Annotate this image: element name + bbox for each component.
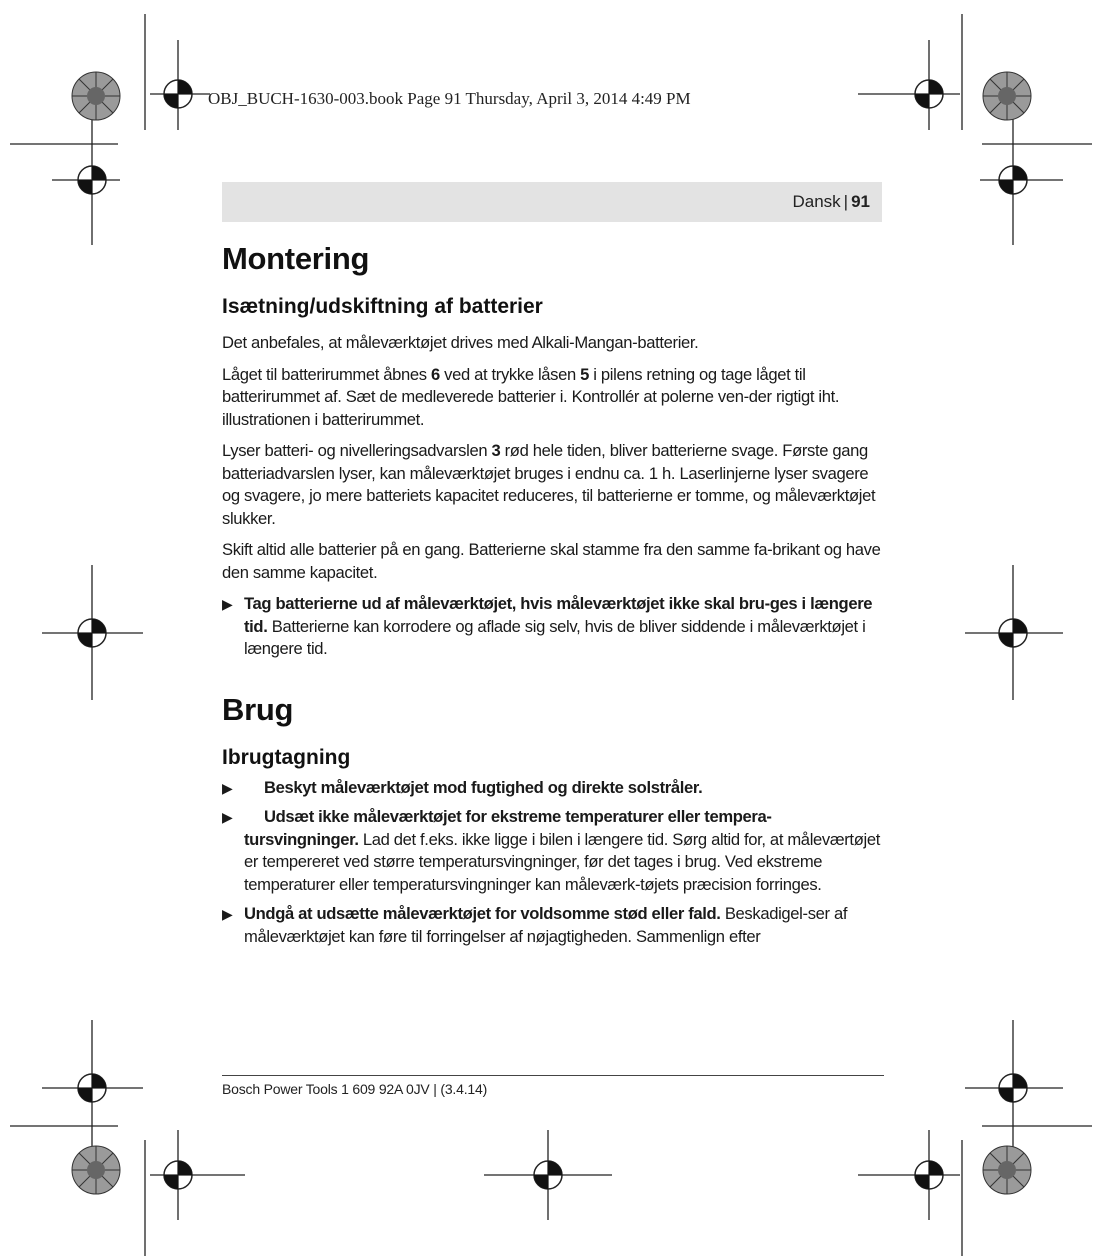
section-title-brug: Brug — [222, 691, 294, 727]
bullet-arrow-icon: ▶ — [222, 809, 233, 825]
ref-number: 6 — [431, 364, 440, 384]
text-run: ved at trykke låsen — [439, 364, 581, 384]
bullet-text: Lad det f.eks. ikke ligge i bilen i længere tid. Sørg altid for, at måleværtøjet er tempereret ved større temperatursvingninger, før det tages i brug. Ved ekstreme temperaturer eller temperatursvingninger kan måleværk-tøjets præcision forringes. — [244, 829, 880, 894]
page-header — [792, 192, 870, 212]
subsection-title-batteries: Isætning/udskiftning af batterier — [222, 295, 543, 318]
bullet-bold-text: Udsæt ikke måleværktøjet for ekstreme temperaturer eller tempera-tursvingninger. — [244, 807, 772, 849]
book-file-info: OBJ_BUCH-1630-003.book Page 91 Thursday, April 3, 2014 4:49 PM — [208, 89, 691, 108]
paragraph-recommendation: Det anbefales, at måleværktøjet drives med Alkali-Mangan-batterier. — [222, 333, 699, 352]
paragraph-battery-insert — [222, 364, 882, 432]
text-run: Lyser batteri- og nivelleringsadvarslen — [222, 441, 492, 460]
bullet-text: Batterierne kan korrodere og aflade sig selv, hvis de bliver siddende i måleværktøjet i længere tid. — [244, 616, 866, 658]
page-header-bar — [222, 182, 882, 222]
ref-number: 3 — [491, 441, 501, 460]
subsection-title-ibrugtagning: Ibrugtagning — [222, 745, 351, 769]
header-separator: | — [843, 192, 849, 211]
bullet-bold-text: Beskyt måleværktøjet mod fugtighed og direkte solstråler. — [264, 777, 703, 797]
text-run: i pilens retning og tage låget til batterirummet af. Sæt de medleverede batterier i. Kontrollér at polerne ven-der rigtigt iht. illustrationen i batterirummet. — [222, 364, 840, 429]
page-number: 91 — [851, 192, 870, 211]
section-title-montering: Montering — [222, 241, 370, 276]
bullet-remove-batteries — [222, 593, 882, 661]
footer-divider — [222, 1075, 884, 1076]
page-footer: Bosch Power Tools 1 609 92A 0JV | (3.4.14) — [222, 1081, 488, 1097]
bullet-arrow-icon: ▶ — [222, 596, 233, 612]
bullet-arrow-icon: ▶ — [222, 906, 233, 922]
bullet-temperature — [222, 806, 882, 896]
paragraph-replace-all: Skift altid alle batterier på en gang. Batterierne skal stamme fra den samme fa-brikant og have den samme kapacitet. — [222, 540, 881, 582]
ref-number: 5 — [580, 364, 590, 384]
bullet-protect — [222, 777, 882, 800]
paragraph-battery-warning — [222, 440, 882, 530]
text-run: rød hele tiden, bliver batterierne svage. Første gang batteriadvarslen lyser, kan måleværktøjet bruges i endnu ca. 1 h. Laserlinjerne lyser svagere og svagere, jo mere batteriets kapacitet reduceres, til batterierne er tomme, og måleværktøjet slukker. — [222, 441, 876, 528]
page-content — [222, 240, 882, 948]
bullet-text: Beskadigel-ser af måleværktøjet kan føre til forringelser af nøjagtigheden. Sammenlign efter — [244, 904, 848, 946]
bullet-arrow-icon: ▶ — [222, 779, 233, 796]
bullet-bold-text: Undgå at udsætte måleværktøjet for voldsomme stød eller fald. — [244, 904, 721, 923]
bullet-shock — [222, 903, 882, 948]
header-language: Dansk — [792, 192, 841, 211]
text-run: Låget til batterirummet åbnes — [222, 364, 432, 384]
bullet-bold-text: Tag batterierne ud af måleværktøjet, hvis måleværktøjet ikke skal bru-ges i længere tid. — [244, 594, 873, 636]
